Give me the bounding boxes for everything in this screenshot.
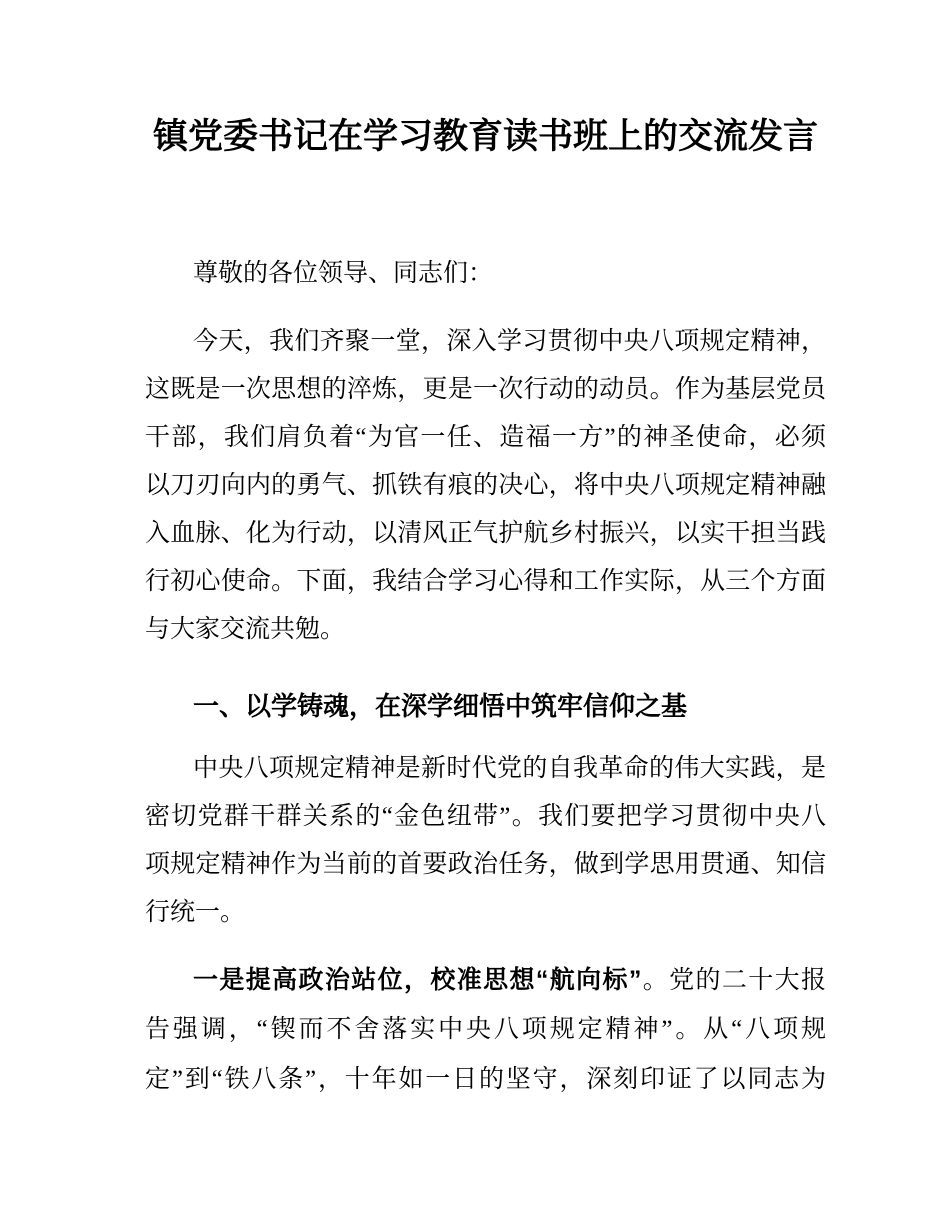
study-paragraph (145, 745, 826, 937)
paragraph-line (145, 955, 826, 1005)
paragraph-line: 告强调，“锲而不舍落实中央八项规定精神”。从“八项规 (145, 1016, 826, 1043)
paragraph-text: 。党的二十大报 (641, 967, 826, 994)
paragraph-line: 入血脉、化为行动，以清风正气护航乡村振兴，以实干担当践 (145, 520, 826, 547)
paragraph-line: 干部，我们肩负着“为官一任、造福一方”的神圣使命，必须 (145, 424, 826, 451)
paragraph-line: 中央八项规定精神是新时代党的自我革命的伟大实践，是 (193, 755, 826, 782)
paragraph-line: 项规定精神作为当前的首要政治任务，做到学思用贯通、知信 (145, 851, 826, 878)
paragraph-line: 今天，我们齐聚一堂，深入学习贯彻中央八项规定精神， (193, 328, 826, 355)
salutation-paragraph (145, 250, 826, 298)
section-heading-1: 一、以学铸魂，在深学细悟中筑牢信仰之基 (193, 691, 688, 721)
paragraph-line: 行统一。 (145, 899, 246, 926)
paragraph-line: 这既是一次思想的淬炼，更是一次行动的动员。作为基层党员 (145, 376, 826, 403)
paragraph-line: 以刀刃向内的勇气、抓铁有痕的决心，将中央八项规定精神融 (145, 472, 826, 499)
bold-lead-text: 一是提高政治站位，校准思想“航向标” (193, 966, 642, 994)
paragraph-line: 行初心使命。下面，我结合学习心得和工作实际，从三个方面 (145, 568, 826, 595)
paragraph-line: 定”到“铁八条”，十年如一日的坚守，深刻印证了以同志为 (145, 1066, 826, 1093)
salutation-line: 尊敬的各位领导、同志们： (193, 260, 494, 287)
paragraph-line: 与大家交流共勉。 (145, 616, 346, 643)
paragraph-line: 密切党群干群关系的“金色纽带”。我们要把学习贯彻中央八 (145, 803, 826, 830)
point1-paragraph (145, 955, 826, 1105)
document-title: 镇党委书记在学习教育读书班上的交流发言 (152, 117, 818, 156)
intro-paragraph (145, 318, 826, 654)
